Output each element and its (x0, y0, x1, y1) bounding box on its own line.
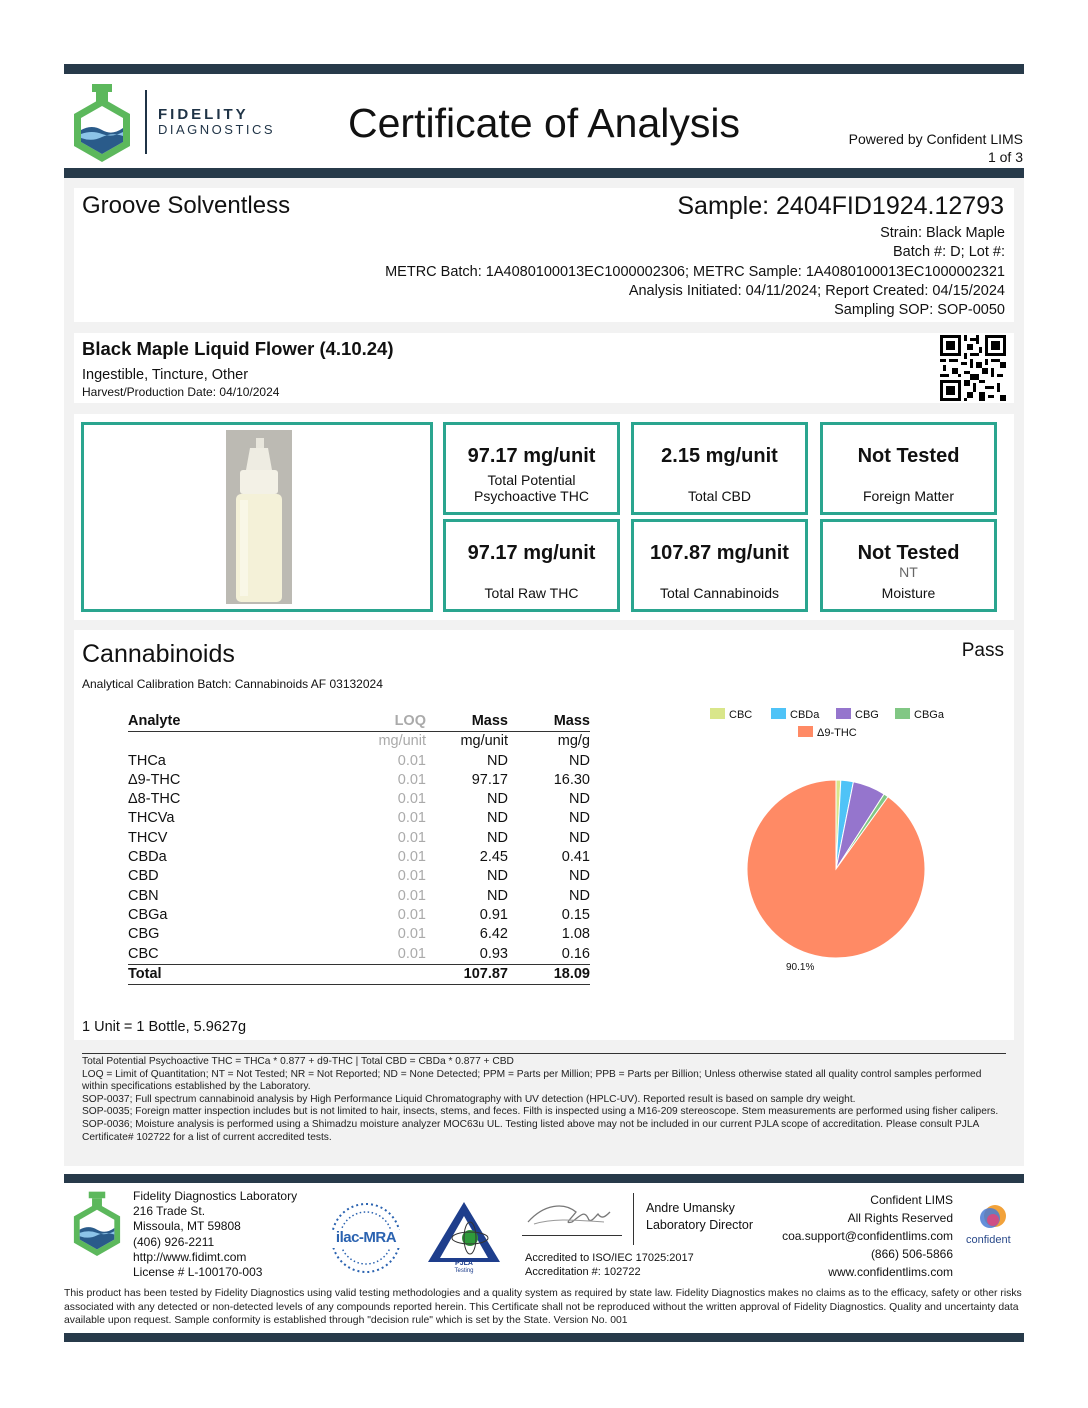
tile-value: 107.87 mg/unit (650, 542, 789, 564)
analyte-name: CBD (128, 868, 159, 885)
total-loq (258, 964, 426, 984)
mass-g-value: 0.15 (561, 906, 590, 923)
note-formula: Total Potential Psychoactive THC = THCa * 0.877 + d9-THC | Total CBD = CBDa * 0.877 + CBD (82, 1056, 514, 1067)
loq-value: 0.01 (397, 887, 426, 904)
loq-value: 0.01 (397, 771, 426, 788)
legend-label: Δ9-THC (817, 727, 857, 739)
legend-swatch (836, 708, 851, 719)
legend-label: CBC (729, 709, 753, 721)
note-sop-0036: SOP-0036; Moisture analysis is performed using a Shimadzu moisture analyzer MOC63u UL. Testing listed above may not be included in our current PJLA scope of accreditation. Please consult PJLA Certificate# 102722 for a list of current accredited tests. (82, 1118, 979, 1143)
mass-unit-value: ND (487, 752, 508, 769)
unit-definition: 1 Unit = 1 Bottle, 5.9627g (82, 1019, 247, 1035)
table-row (128, 925, 590, 944)
mass-g-value: ND (569, 752, 590, 769)
mass-unit-value: 97.17 (471, 771, 508, 788)
mass-g-value: 0.41 (561, 849, 590, 866)
pie-slice-9thc (747, 780, 925, 958)
table-row (128, 829, 590, 848)
table-row (128, 752, 590, 771)
legend-swatch (895, 708, 910, 719)
lims-website[interactable]: www.confidentlims.com (828, 1265, 953, 1279)
mass-unit-value: ND (487, 791, 508, 808)
lims-phone: (866) 506-5866 (870, 1247, 953, 1261)
client-name: Groove Solventless (82, 192, 291, 219)
analyte-name: THCa (128, 752, 166, 769)
lims-contact-block (782, 1191, 953, 1281)
pie-percentage-label: 90.1% (786, 962, 815, 973)
analyte-name: CBDa (128, 849, 167, 866)
signature-icon (524, 1198, 620, 1234)
batch-lot: Batch #: D; Lot #: (892, 244, 1005, 261)
mass-unit-value: ND (487, 887, 508, 904)
tile-label: Total CBD (687, 488, 752, 504)
total-mass-g: 18.09 (508, 964, 590, 984)
mass-g-value: 0.16 (561, 945, 590, 962)
footer-bottom-bar (64, 1333, 1024, 1342)
tile-value: 2.15 mg/unit (661, 445, 778, 467)
table-row (128, 945, 590, 965)
units-row: mg/unit mg/unit mg/g (378, 733, 590, 750)
tile-label: Moisture (881, 585, 936, 601)
table-row (128, 887, 590, 906)
tile-total-cbd (631, 422, 808, 515)
analyte-name: CBN (128, 887, 159, 904)
analyte-name: CBG (128, 926, 160, 943)
cannabinoid-pie-chart (730, 770, 940, 970)
table-header-row (128, 712, 590, 732)
note-sop-0037: SOP-0037; Full spectrum cannabinoid analysis by High Performance Liquid Chromatography with UV detection (HPLC-UV). Reported result is based on sample dry weight. (82, 1093, 856, 1105)
loq-value: 0.01 (397, 849, 426, 866)
loq-value: 0.01 (397, 829, 426, 846)
tile-total-psychoactive-thc (443, 422, 620, 515)
metrc-ids: METRC Batch: 1A4080100013EC1000002306; METRC Sample: 1A4080100013EC1000002321 (385, 263, 1005, 280)
product-photo-frame (81, 422, 433, 612)
disclaimer: This product has been tested by Fidelity Diagnostics using valid testing methodologies and a quality system as required by state law. Fidelity Diagnostics makes no claims as to the efficacy, safety or other risks associated with any detected or non-detected levels of any compounds reported herein. This Certificate shall not be reproduced without the written approval of Fidelity Diagnostics. Quality and uncertainty data available upon request. Sample conformity is established through "decision rule" which is set by the State. Version No. 001 (64, 1288, 1022, 1327)
col-analyte: Analyte (128, 712, 258, 732)
mass-g-value: 1.08 (561, 926, 590, 943)
mass-unit-value: 0.91 (479, 906, 508, 923)
tile-total-cannabinoids (631, 519, 808, 612)
tile-label: Foreign Matter (862, 488, 955, 504)
mass-unit-value: ND (487, 810, 508, 827)
lab-phone: (406) 926-2211 (133, 1234, 215, 1249)
loq-value: 0.01 (397, 810, 426, 827)
table-row (128, 771, 590, 790)
pjla-sub: Testing (454, 1268, 474, 1274)
director-title: Laboratory Director (646, 1218, 753, 1232)
legend-entry (836, 708, 879, 721)
lab-address-block (133, 1189, 297, 1280)
note-abbreviations: LOQ = Limit of Quantitation; NT = Not Tested; NR = Not Reported; ND = None Detected; PPM = Parts per Million; PPB = Parts per Billion; Unless otherwise stated all quality control samples performed within specifications established by the Laboratory. (82, 1068, 982, 1093)
ilac-mra-logo-icon (328, 1200, 404, 1276)
logo-text-fidelity: FIDELITY (158, 106, 249, 123)
tile-foreign-matter (820, 422, 997, 515)
legend-swatch (798, 726, 813, 737)
strain: Strain: Black Maple (880, 225, 1005, 241)
signature-line (522, 1235, 622, 1236)
legend-label: CBDa (790, 709, 820, 721)
legend-label: CBGa (914, 709, 944, 721)
tile-value: 97.17 mg/unit (467, 445, 596, 467)
analyte-name: Δ9-THC (128, 771, 181, 788)
mass-unit-value: 6.42 (479, 926, 508, 943)
analyte-name: CBGa (128, 906, 168, 923)
col-loq: LOQ (258, 712, 426, 732)
product-name: Black Maple Liquid Flower (4.10.24) (82, 338, 394, 359)
flask-logo-icon (70, 82, 134, 162)
logo-divider (145, 90, 147, 154)
tile-moisture (820, 519, 997, 612)
lab-street: 216 Trade St. (133, 1204, 206, 1219)
cannabinoid-table (128, 712, 590, 985)
sampling-sop: Sampling SOP: SOP-0050 (834, 302, 1005, 319)
confident-logo-text: confident (966, 1234, 1011, 1246)
mass-unit-value: 2.45 (479, 849, 508, 866)
mass-g-value: ND (569, 810, 590, 827)
lab-city: Missoula, MT 59808 (133, 1219, 241, 1234)
qr-code-icon[interactable] (940, 335, 1006, 401)
iso-accreditation: Accredited to ISO/IEC 17025:2017 (525, 1252, 694, 1264)
tile-label: Total Cannabinoids (659, 585, 780, 601)
client-panel (74, 188, 1014, 322)
mass-g-value: 16.30 (553, 771, 590, 788)
analyte-name: CBC (128, 945, 159, 962)
powered-by: Powered by Confident LIMS (848, 131, 1023, 147)
table-row (128, 848, 590, 867)
tile-sub: NT (899, 564, 918, 580)
header-bottom-bar (64, 168, 1024, 178)
loq-value: 0.01 (397, 906, 426, 923)
table-row (128, 867, 590, 886)
footer-top-bar (64, 1174, 1024, 1183)
tile-label: Total Raw THC (484, 585, 579, 601)
methodology-notes (82, 1053, 1006, 1144)
loq-value: 0.01 (397, 926, 426, 943)
cannabinoids-heading: Cannabinoids (82, 640, 235, 668)
table-row (128, 809, 590, 828)
note-sop-0035: SOP-0035; Foreign matter inspection includes but is not limited to hair, insects, stems, and feces. Filth is inspected using a M16-209 stereoscope. Stem measurements are performed using fisher calipers. (82, 1106, 999, 1118)
top-bar (64, 64, 1024, 74)
page-number: 1 of 3 (987, 149, 1023, 165)
footer-flask-logo-icon (70, 1190, 124, 1256)
confident-logo-icon (976, 1203, 1010, 1233)
sample-details (385, 224, 1005, 320)
legend-entry (895, 708, 944, 721)
total-row (128, 964, 590, 984)
logo-text-diagnostics: DIAGNOSTICS (158, 122, 276, 137)
table-row (128, 790, 590, 809)
signature-divider (633, 1193, 634, 1245)
legend-label: CBG (855, 709, 879, 721)
product-category: Ingestible, Tincture, Other (82, 367, 249, 383)
tile-value: Not Tested (857, 445, 960, 467)
tile-value: 97.17 mg/unit (467, 542, 596, 564)
analyte-name: THCVa (128, 810, 175, 827)
mass-g-value: ND (569, 829, 590, 846)
legend-entry (710, 708, 752, 721)
lims-email[interactable]: coa.support@confidentlims.com (782, 1229, 953, 1243)
loq-value: 0.01 (397, 752, 426, 769)
calibration-batch: Analytical Calibration Batch: Cannabinoids AF 03132024 (82, 677, 383, 691)
analyte-name: THCV (128, 829, 168, 846)
tile-label: Total Potential Psychoactive THC (474, 472, 589, 504)
col-mass-g: Mass (508, 712, 590, 732)
ilac-mra-text: ilac-MRA (335, 1229, 397, 1246)
pass-status: Pass (961, 640, 1004, 661)
product-panel (74, 333, 1014, 403)
loq-value: 0.01 (397, 791, 426, 808)
director-name: Andre Umansky (646, 1201, 735, 1215)
legend-swatch (710, 708, 725, 719)
mass-g-value: ND (569, 868, 590, 885)
mass-unit-value: ND (487, 829, 508, 846)
pjla-logo-icon (426, 1200, 502, 1276)
mass-unit-value: 0.93 (479, 945, 508, 962)
analyte-name: Δ8-THC (128, 791, 181, 808)
mass-g-value: ND (569, 791, 590, 808)
loq-value: 0.01 (397, 945, 426, 962)
lab-license: License # L-100170-003 (133, 1265, 263, 1280)
total-label: Total (128, 964, 258, 984)
tile-total-raw-thc (443, 519, 620, 612)
mass-g-value: ND (569, 887, 590, 904)
lab-name: Fidelity Diagnostics Laboratory (133, 1189, 298, 1203)
harvest-date: Harvest/Production Date: 04/10/2024 (82, 385, 280, 399)
sample-id: Sample: 2404FID1924.12793 (677, 192, 1004, 220)
product-bottle-image (226, 430, 292, 604)
loq-value: 0.01 (397, 868, 426, 885)
pjla-text: PJLA (455, 1260, 473, 1267)
lims-rights: All Rights Reserved (847, 1211, 953, 1225)
legend-swatch (771, 708, 786, 719)
legend-entry (771, 708, 819, 721)
analysis-dates: Analysis Initiated: 04/11/2024; Report Created: 04/15/2024 (628, 282, 1005, 299)
tile-value: Not Tested (857, 542, 960, 564)
total-mass-unit: 107.87 (426, 964, 508, 984)
mass-unit-value: ND (487, 868, 508, 885)
accreditation-number: Accreditation #: 102722 (525, 1266, 641, 1278)
lims-name: Confident LIMS (870, 1193, 953, 1207)
page-title: Certificate of Analysis (348, 100, 740, 146)
legend-entry (798, 726, 857, 739)
table-row (128, 906, 590, 925)
lab-website[interactable]: http://www.fidimt.com (133, 1249, 247, 1264)
col-mass-unit: Mass (426, 712, 508, 732)
